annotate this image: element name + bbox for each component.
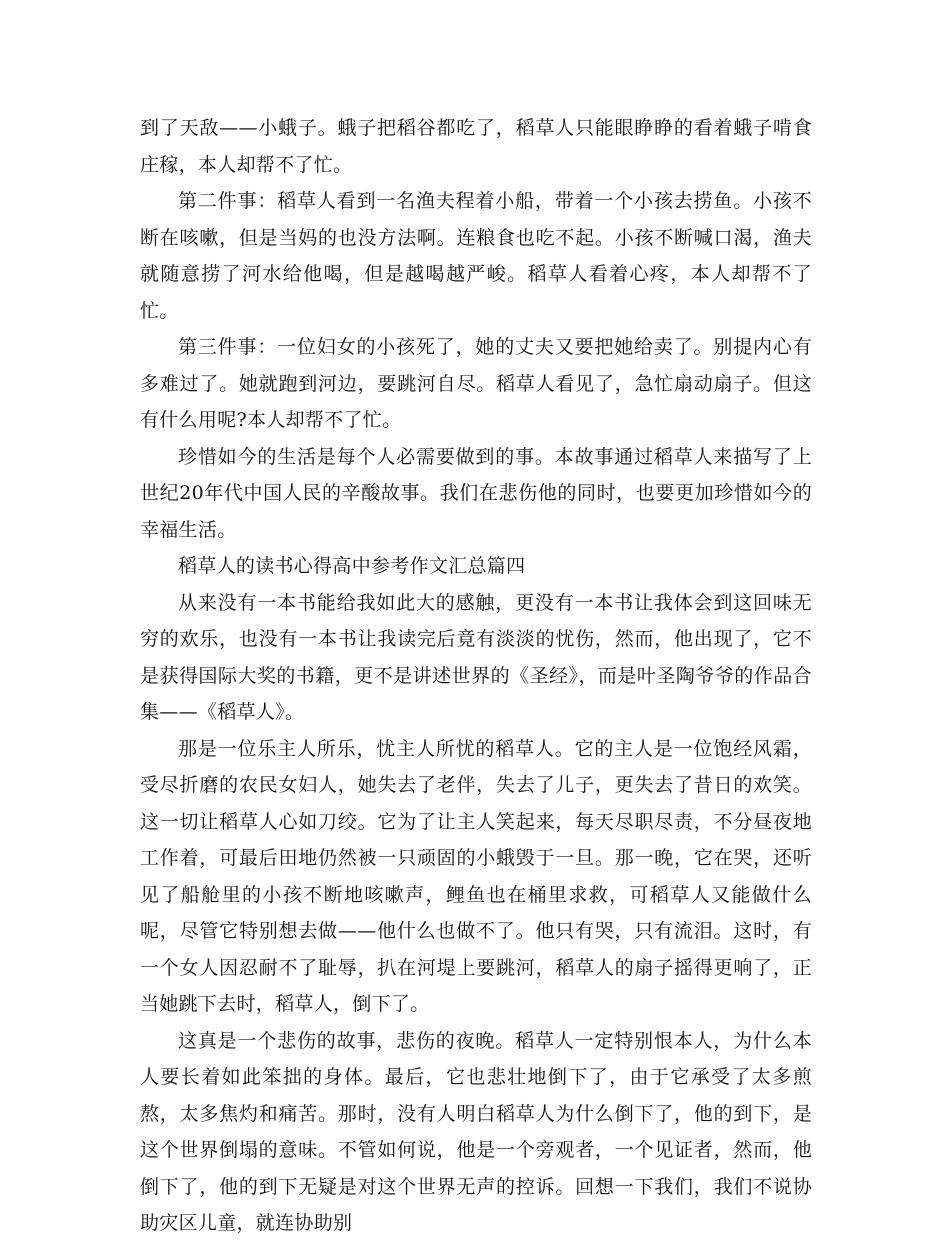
paragraph-story: 那是一位乐主人所乐，忧主人所忧的稻草人。它的主人是一位饱经风霜，受尽折磨的农民女妇人，她失去了老伴，失去了儿子，更失去了昔日的欢笑。这一切让稻草人心如刀绞。它为了让主人笑起来，每天尽职尽责，不分昼夜地工作着，可最后田地仍然被一只顽固的小蛾毁于一旦。那一晚，它在哭，还听见了船舱里的小孩不断地咳嗽声，鲤鱼也在桶里求救，可稻草人又能做什么呢，尽管它特别想去做——他什么也做不了。他只有哭，只有流泪。这时，有一个女人因忍耐不了耻辱，扒在河堤上要跳河，稻草人的扇子摇得更响了，正当她跳下去时，稻草人，倒下了。	[140, 737, 812, 1015]
paragraph-second-event: 第二件事：稻草人看到一名渔夫程着小船，带着一个小孩去捞鱼。小孩不断在咳嗽，但是当妈的也没方法啊。连粮食也吃不起。小孩不断喊口渴，渔夫就随意捞了河水给他喝，但是越喝越严峻。稻草人看着心疼，本人却帮不了忙。	[140, 190, 812, 322]
paragraph-intro: 从来没有一本书能给我如此大的感触，更没有一本书让我体会到这回味无穷的欢乐，也没有一本书让我读完后竟有淡淡的忧伤，然而，他出现了，它不是获得国际大奖的书籍，更不是讲述世界的《圣经》，而是叶圣陶爷爷的作品合集——《稻草人》。	[140, 591, 812, 723]
paragraph-reflection: 这真是一个悲伤的故事，悲伤的夜晚。稻草人一定特别恨本人，为什么本人要长着如此笨拙的身体。最后，它也悲壮地倒下了，由于它承受了太多煎熬，太多焦灼和痛苦。那时，没有人明白稻草人为什么倒下了，他的到下，是这个世界倒塌的意味。不管如何说，他是一个旁观者，一个见证者，然而，他倒下了，他的到下无疑是对这个世界无声的控诉。回想一下我们，我们不说协助灾区儿童，就连协助别	[140, 1029, 812, 1234]
paragraph-conclusion: 珍惜如今的生活是每个人必需要做到的事。本故事通过稻草人来描写了上世纪20年代中国人民的辛酸故事。我们在悲伤他的同时，也要更加珍惜如今的幸福生活。	[140, 445, 812, 541]
paragraph-continuation: 到了天敌——小蛾子。蛾子把稻谷都吃了，稻草人只能眼睁睁的看着蛾子啃食庄稼，本人却帮不了忙。	[140, 117, 812, 176]
paragraph-third-event: 第三件事：一位妇女的小孩死了，她的丈夫又要把她给卖了。别提内心有多难过了。她就跑到河边，要跳河自尽。稻草人看见了，急忙扇动扇子。但这有什么用呢?本人却帮不了忙。	[140, 336, 812, 431]
document-body	[140, 110, 812, 1242]
section-heading: 稻草人的读书心得高中参考作文汇总篇四	[178, 555, 526, 577]
